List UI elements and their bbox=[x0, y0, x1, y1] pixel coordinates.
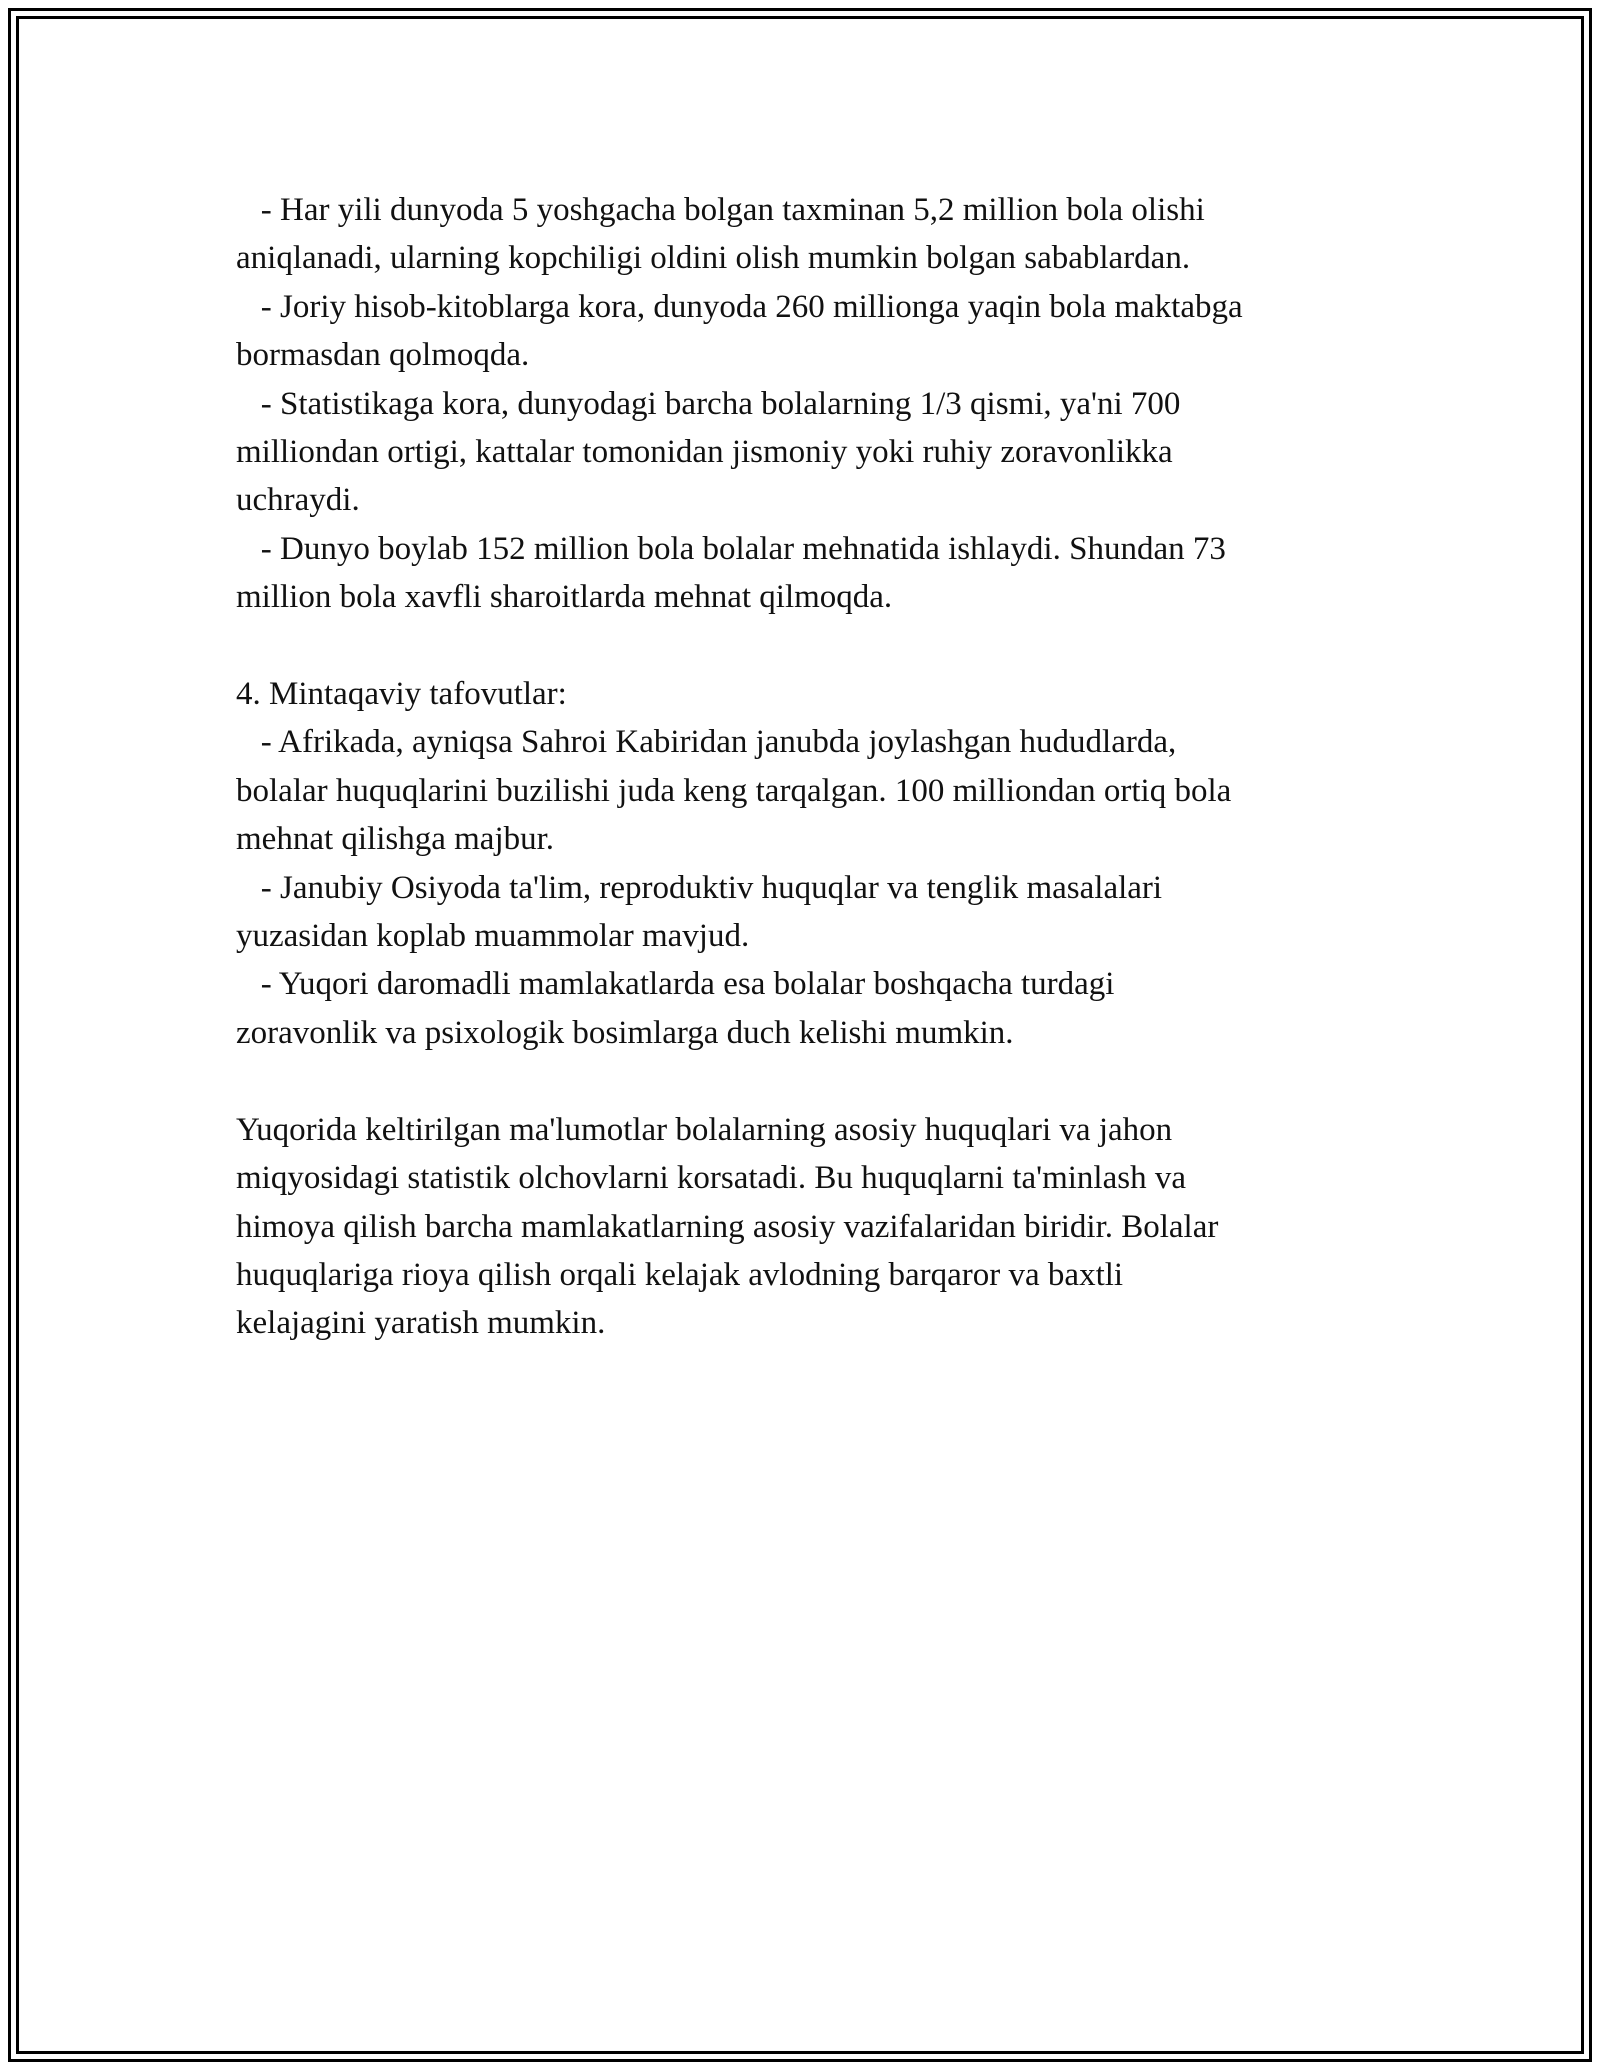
text-line: kelajagini yaratish mumkin. bbox=[236, 1305, 606, 1342]
text-line: himoya qilish barcha mamlakatlarning asosiy vazifalaridan biridir. Bolalar bbox=[236, 1208, 1219, 1245]
text-line: yuzasidan koplab muammolar mavjud. bbox=[236, 918, 750, 955]
statistics-paragraph bbox=[236, 186, 1376, 622]
text-line: miqyosidagi statistik olchovlarni korsatadi. Bu huquqlarni ta'minlash va bbox=[236, 1160, 1186, 1197]
text-line: bormasdan qolmoqda. bbox=[236, 337, 530, 374]
text-line: million bola xavfli sharoitlarda mehnat qilmoqda. bbox=[236, 579, 893, 616]
text-line: - Janubiy Osiyoda ta'lim, reproduktiv huquqlar va tenglik masalalari bbox=[236, 869, 1163, 906]
text-line: huquqlariga rioya qilish orqali kelajak avlodning barqaror va baxtli bbox=[236, 1256, 1124, 1293]
text-line: - Statistikaga kora, dunyodagi barcha bolalarning 1/3 qismi, ya'ni 700 bbox=[236, 385, 1181, 422]
text-line: zoravonlik va psixologik bosimlarga duch kelishi mumkin. bbox=[236, 1014, 1014, 1051]
text-line: - Afrikada, ayniqsa Sahroi Kabiridan janubda joylashgan hududlarda, bbox=[236, 724, 1177, 761]
text-line: - Joriy hisob-kitoblarga kora, dunyoda 260 millionga yaqin bola maktabga bbox=[236, 288, 1243, 325]
text-line: bolalar huquqlarini buzilishi juda keng tarqalgan. 100 milliondan ortiq bola bbox=[236, 772, 1232, 809]
text-line: aniqlanadi, ularning kopchiligi oldini olish mumkin bolgan sabablardan. bbox=[236, 240, 1191, 277]
paragraph-gap bbox=[236, 1057, 1376, 1105]
paragraph-gap bbox=[236, 622, 1376, 670]
text-line: milliondan ortigi, kattalar tomonidan jismoniy yoki ruhiy zoravonlikka bbox=[236, 434, 1173, 471]
text-line: - Dunyo boylab 152 million bola bolalar mehnatida ishlaydi. Shundan 73 bbox=[236, 530, 1226, 567]
text-line: mehnat qilishga majbur. bbox=[236, 821, 555, 858]
text-line: - Yuqori daromadli mamlakatlarda esa bolalar boshqacha turdagi bbox=[236, 966, 1115, 1003]
text-line: - Har yili dunyoda 5 yoshgacha bolgan taxminan 5,2 million bola olishi bbox=[236, 192, 1205, 228]
document-body bbox=[236, 186, 1376, 1348]
text-line: Yuqorida keltirilgan ma'lumotlar bolalarning asosiy huquqlari va jahon bbox=[236, 1111, 1173, 1148]
conclusion-paragraph bbox=[236, 1106, 1376, 1348]
section-heading: 4. Mintaqaviy tafovutlar: bbox=[236, 676, 567, 713]
text-line: uchraydi. bbox=[236, 482, 360, 519]
regional-differences-section bbox=[236, 670, 1376, 1057]
